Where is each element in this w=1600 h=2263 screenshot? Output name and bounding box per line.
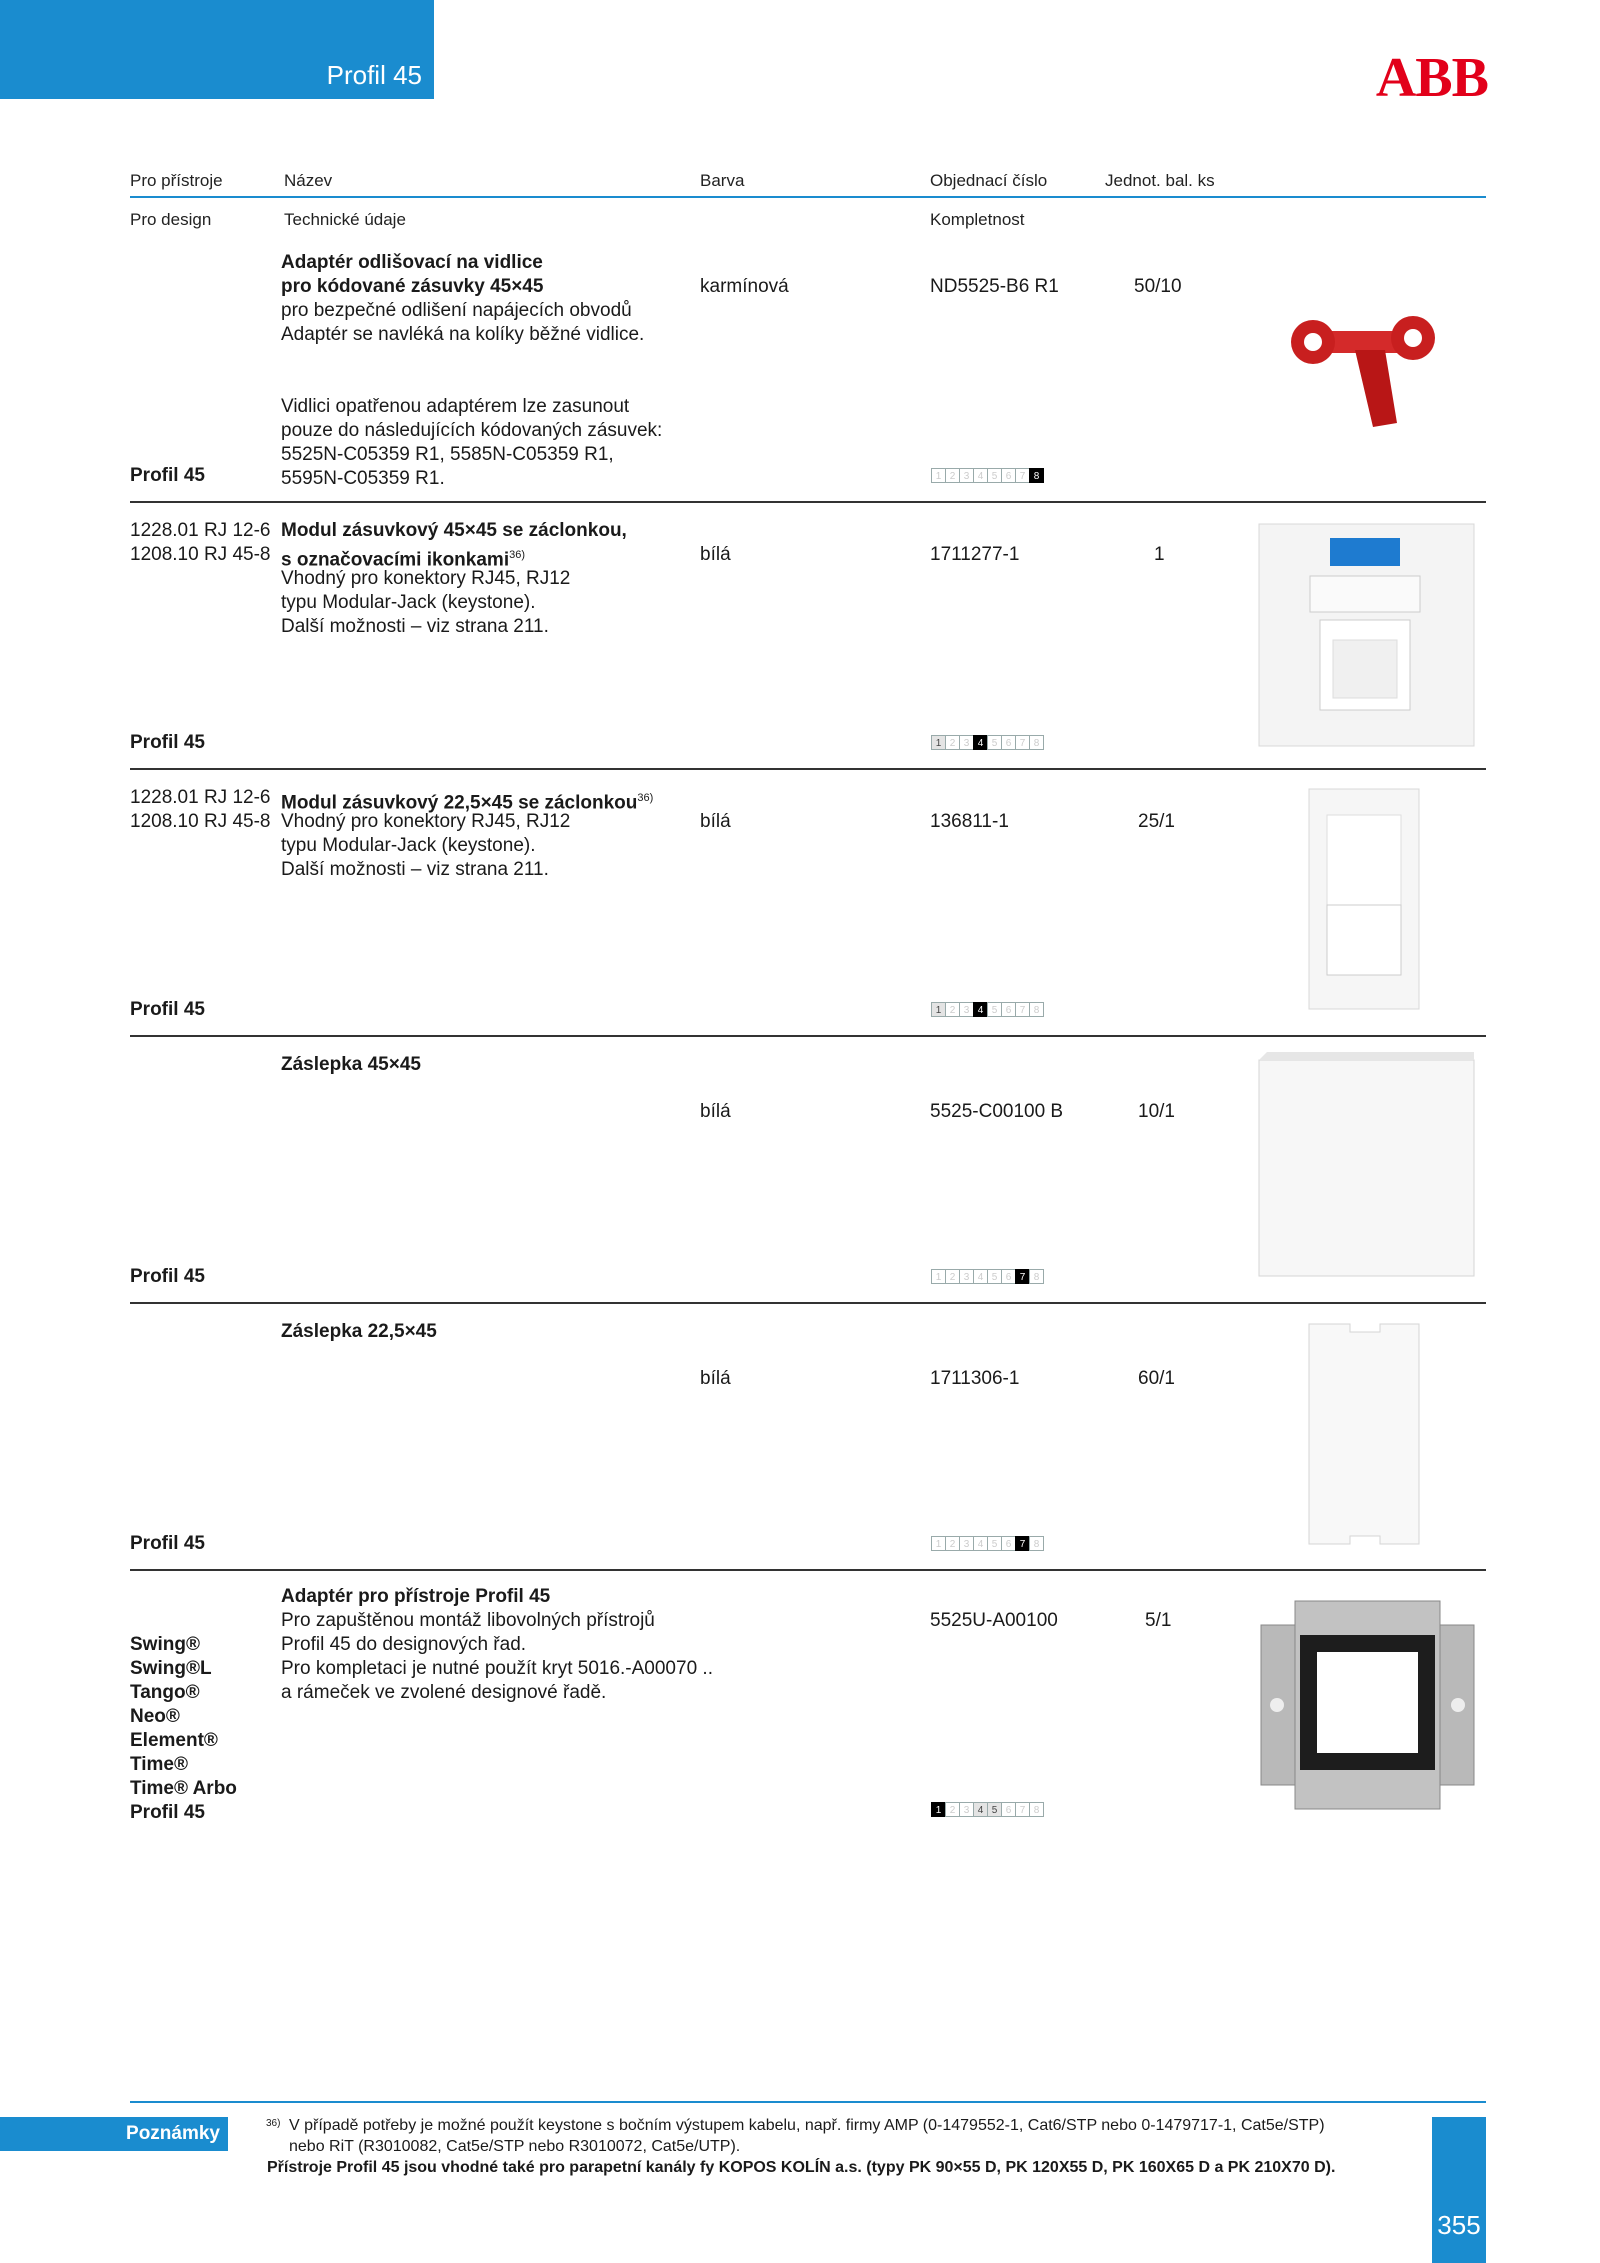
header-tab: [0, 0, 434, 99]
notes-label: Poznámky: [0, 2117, 228, 2151]
product-color: bílá: [700, 1101, 731, 1122]
product-design: Profil 45: [130, 732, 205, 753]
strip-cell: 7: [1015, 1002, 1030, 1017]
strip-cell: 6: [1001, 735, 1016, 750]
header-rule: [130, 196, 1486, 198]
product-design: Profil 45: [130, 999, 205, 1020]
strip-cell: 6: [1001, 1802, 1016, 1817]
product-devices: 1228.01 RJ 12-6 1208.10 RJ 45-8: [130, 520, 271, 565]
col-header-pack: Jednot. bal. ks: [1105, 171, 1215, 190]
row-divider: [130, 1302, 1486, 1304]
strip-cell: 8: [1029, 735, 1044, 750]
product-title-text: Modul zásuvkový 22,5×45 se záclonkou: [281, 792, 638, 814]
strip-cell: 4: [973, 1269, 988, 1284]
strip-cell: 1: [931, 468, 946, 483]
abb-logo: ABB: [1375, 47, 1488, 109]
product-order-number: 5525-C00100 B: [930, 1101, 1064, 1122]
product-color: karmínová: [700, 276, 789, 297]
product-title: Adaptér odlišovací na vidlice pro kódované zásuvky 45×45: [281, 252, 544, 297]
strip-cell: 8: [1029, 1002, 1044, 1017]
strip-cell: 1: [931, 735, 946, 750]
product-color: bílá: [700, 544, 731, 565]
strip-cell: 3: [959, 735, 974, 750]
product-description: Vhodný pro konektory RJ45, RJ12 typu Modular-Jack (keystone). Další možnosti – viz strana 211.: [281, 811, 571, 880]
strip-cell: 5: [987, 1269, 1002, 1284]
strip-cell: 2: [945, 1536, 960, 1551]
strip-cell: 2: [945, 1002, 960, 1017]
product-design: Swing® Swing®L Tango® Neo® Element® Time® Time® Arbo Profil 45: [130, 1634, 237, 1823]
strip-cell: 3: [959, 1002, 974, 1017]
product-pack: 60/1: [1138, 1368, 1175, 1389]
row-divider: [130, 1569, 1486, 1571]
strip-cell: 1: [931, 1269, 946, 1284]
product-title-text: Modul zásuvkový 45×45 se záclonkou, s označovacími ikonkami: [281, 520, 627, 571]
product-color: bílá: [700, 811, 731, 832]
product-order-number: ND5525-B6 R1: [930, 276, 1059, 297]
strip-cell: 7: [1015, 1802, 1030, 1817]
product-title: [281, 519, 627, 572]
strip-cell: 4: [973, 468, 988, 483]
strip-cell: 8: [1029, 1802, 1044, 1817]
strip-cell: 6: [1001, 1269, 1016, 1284]
product-description: Vhodný pro konektory RJ45, RJ12 typu Modular-Jack (keystone). Další možnosti – viz strana 211.: [281, 568, 571, 637]
product-order-number: 1711277-1: [930, 544, 1020, 565]
completeness-strip: [931, 735, 1043, 750]
row-divider: [130, 501, 1486, 503]
col-header-completeness: Kompletnost: [930, 210, 1025, 229]
socket-module-45-image: [1255, 520, 1480, 750]
product-title: Záslepka 22,5×45: [281, 1321, 437, 1342]
socket-module-22-image: [1305, 785, 1425, 1015]
strip-cell: 5: [987, 735, 1002, 750]
strip-cell: 5: [987, 468, 1002, 483]
page-number-tab: [1432, 2117, 1486, 2263]
strip-cell: 8: [1029, 1269, 1044, 1284]
completeness-strip: [931, 468, 1043, 483]
strip-cell: 3: [959, 468, 974, 483]
footnote-text: V případě potřeby je možné použít keystone s bočním výstupem kabelu, např. firmy AMP (0-1479552-1, Cat6/STP nebo 0-1479717-1, Cat5e/STP) nebo RiT (R3010082, Cat5e/STP nebo R3010072, Cat5e/UTP).: [289, 2117, 1325, 2155]
product-pack: 50/10: [1134, 276, 1182, 297]
col-header-tech: Technické údaje: [284, 210, 406, 229]
product-pack: 10/1: [1138, 1101, 1175, 1122]
footer-rule: [130, 2101, 1486, 2103]
col-header-devices: Pro přístroje: [130, 171, 223, 190]
page-number: 355: [1437, 2210, 1481, 2240]
product-color: bílá: [700, 1368, 731, 1389]
completeness-strip: [931, 1269, 1043, 1284]
strip-cell: 2: [945, 1802, 960, 1817]
completeness-strip: [931, 1802, 1043, 1817]
product-design: Profil 45: [130, 465, 205, 486]
strip-cell: 2: [945, 468, 960, 483]
strip-cell: 5: [987, 1002, 1002, 1017]
strip-cell: 7: [1015, 1536, 1030, 1551]
product-title: Záslepka 45×45: [281, 1054, 421, 1075]
header-title: Profil 45: [326, 60, 422, 90]
col-header-color: Barva: [700, 171, 745, 190]
strip-cell: 5: [987, 1802, 1002, 1817]
strip-cell: 8: [1029, 468, 1044, 483]
strip-cell: 2: [945, 735, 960, 750]
strip-cell: 4: [973, 735, 988, 750]
red-adapter-image: [1285, 305, 1445, 435]
strip-cell: 6: [1001, 1536, 1016, 1551]
strip-cell: 4: [973, 1536, 988, 1551]
product-order-number: 136811-1: [930, 811, 1009, 832]
strip-cell: 3: [959, 1536, 974, 1551]
strip-cell: 6: [1001, 1002, 1016, 1017]
product-description: pro bezpečné odlišení napájecích obvodů Adaptér se navléká na kolíky běžné vidlice. Vidlici opatřenou adaptérem lze zasunout pouze do následujících kódovaných zásuvek: 5525N-C05359 R1, 5585N-C05359 R1, 5595N-C05359 R1.: [281, 300, 663, 489]
completeness-strip: [931, 1002, 1043, 1017]
strip-cell: 2: [945, 1269, 960, 1284]
footnote-mark: 36): [637, 792, 654, 804]
strip-cell: 1: [931, 1536, 946, 1551]
row-divider: [130, 768, 1486, 770]
strip-cell: 3: [959, 1802, 974, 1817]
product-design: Profil 45: [130, 1266, 205, 1287]
product-description: Pro zapuštěnou montáž libovolných přístrojů Profil 45 do designových řad. Pro kompletaci je nutné použít kryt 5016.-A00070 .. a rámeček ve zvolené designové řadě.: [281, 1610, 713, 1703]
col-header-order: Objednací číslo: [930, 171, 1048, 190]
col-header-name: Název: [284, 171, 333, 190]
strip-cell: 1: [931, 1002, 946, 1017]
blank-plate-22-image: [1305, 1320, 1425, 1550]
strip-cell: 4: [973, 1802, 988, 1817]
product-design: Profil 45: [130, 1533, 205, 1554]
footer-bold-note: Přístroje Profil 45 jsou vhodné také pro parapetní kanály fy KOPOS KOLÍN a.s. (typy PK 90×55 D, PK 120X55 D, PK 160X65 D a PK 210X70 D).: [267, 2159, 1336, 2176]
product-pack: 1: [1154, 544, 1165, 565]
strip-cell: 4: [973, 1002, 988, 1017]
footnote-mark: 36): [509, 549, 525, 561]
strip-cell: 5: [987, 1536, 1002, 1551]
strip-cell: 7: [1015, 1269, 1030, 1284]
product-title: Adaptér pro přístroje Profil 45: [281, 1586, 551, 1607]
product-order-number: 5525U-A00100: [930, 1610, 1058, 1631]
col-header-design: Pro design: [130, 210, 212, 229]
footnote-mark: 36): [266, 2118, 281, 2129]
product-pack: 5/1: [1145, 1610, 1172, 1631]
strip-cell: 1: [931, 1802, 946, 1817]
strip-cell: 3: [959, 1269, 974, 1284]
product-order-number: 1711306-1: [930, 1368, 1020, 1389]
strip-cell: 7: [1015, 735, 1030, 750]
mounting-adapter-image: [1255, 1595, 1480, 1815]
completeness-strip: [931, 1536, 1043, 1551]
product-devices: 1228.01 RJ 12-6 1208.10 RJ 45-8: [130, 787, 271, 832]
strip-cell: 7: [1015, 468, 1030, 483]
row-divider: [130, 1035, 1486, 1037]
strip-cell: 6: [1001, 468, 1016, 483]
product-pack: 25/1: [1138, 811, 1175, 832]
strip-cell: 8: [1029, 1536, 1044, 1551]
blank-plate-45-image: [1255, 1052, 1480, 1282]
